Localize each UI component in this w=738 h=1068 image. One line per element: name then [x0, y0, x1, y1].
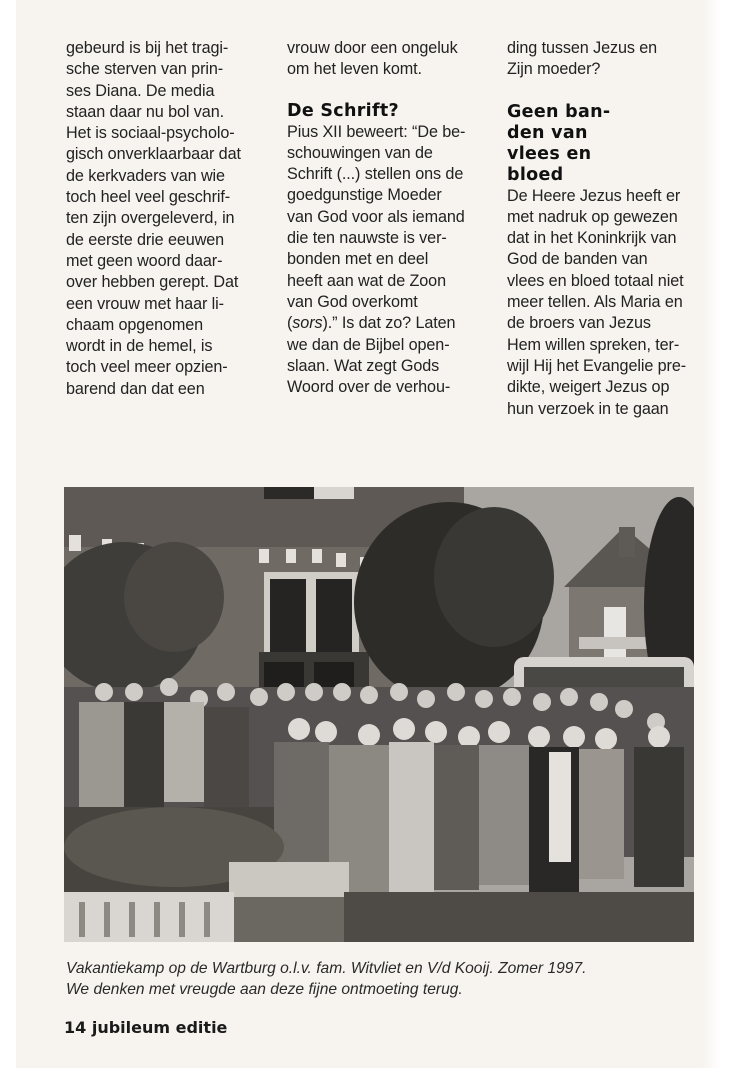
text-line: die ten nauwste is ver-	[287, 229, 447, 248]
text-line: toch veel meer opzien-	[66, 358, 228, 377]
text-line: God de banden van	[507, 250, 648, 269]
text-line: ses Diana. De media	[66, 81, 215, 100]
text-line: Pius XII beweert: “De be-	[287, 122, 466, 141]
text-line: Zijn moeder?	[507, 60, 601, 79]
article-column-1	[66, 38, 276, 400]
text-line: toch heel veel geschrif-	[66, 188, 231, 207]
text-line: wordt in de hemel, is	[66, 337, 213, 356]
text-line: De Heere Jezus heeft er	[507, 186, 681, 205]
text-line: om het leven komt.	[287, 60, 422, 79]
photo-caption	[66, 958, 706, 1000]
text-line: sche sterven van prin-	[66, 60, 224, 79]
text-line: een vrouw met haar li-	[66, 294, 224, 313]
text-line: staan daar nu bol van.	[66, 102, 224, 121]
text-line: de eerste drie eeuwen	[66, 230, 225, 249]
text-line: slaan. Wat zegt Gods	[287, 356, 440, 375]
text-line: van God voor als iemand	[287, 207, 465, 226]
sors-open-paren: (	[287, 314, 293, 333]
text-line: de broers van Jezus	[507, 314, 651, 333]
text-line: van God overkomt	[287, 292, 418, 311]
text-line: heeft aan wat de Zoon	[287, 271, 446, 290]
text-line: vlees en bloed totaal niet	[507, 271, 684, 290]
text-line: met geen woord daar-	[66, 251, 223, 270]
text-line-sors	[287, 313, 499, 334]
page-footer	[64, 1018, 227, 1037]
caption-line-1: Vakantiekamp op de Wartburg o.l.v. fam. Witvliet en V/d Kooij. Zomer 1997.	[66, 960, 587, 977]
page-number: 14	[64, 1018, 87, 1037]
section-heading-line: bloed	[507, 164, 564, 185]
text-line: schouwingen van de	[287, 143, 433, 162]
text-line: hun verzoek in te gaan	[507, 399, 669, 418]
magazine-page	[16, 0, 720, 1068]
section-heading-de-schrift: De Schrift?	[287, 100, 399, 121]
text-line: we dan de Bijbel open-	[287, 335, 450, 354]
text-line: bonden met en deel	[287, 250, 429, 269]
section-heading-line: vlees en	[507, 143, 592, 164]
section-heading-line: Geen ban-	[507, 101, 611, 122]
text-line: Woord over de verhou-	[287, 378, 451, 397]
spacer	[287, 81, 499, 101]
section-heading-line: den van	[507, 122, 588, 143]
text-line: dat in het Koninkrijk van	[507, 229, 677, 248]
text-line: Schrift (...) stellen ons de	[287, 165, 464, 184]
text-line: goedgunstige Moeder	[287, 186, 442, 205]
text-line: vrouw door een ongeluk	[287, 39, 458, 57]
text-line: barend dan dat een	[66, 379, 205, 398]
text-line: Het is sociaal-psycholo-	[66, 124, 235, 143]
text-line: wijl Hij het Evangelie pre-	[507, 356, 687, 375]
article-column-3	[507, 38, 712, 420]
text-line: meer tellen. Als Maria en	[507, 293, 683, 312]
text-line: met nadruk op gewezen	[507, 207, 678, 226]
text-line: gisch onverklaarbaar dat	[66, 145, 241, 164]
text-line: chaam opgenomen	[66, 315, 204, 334]
text-line: ding tussen Jezus en	[507, 39, 658, 57]
sors-word: sors	[292, 314, 323, 333]
text-line: dikte, weigert Jezus op	[507, 378, 670, 397]
group-photo	[64, 487, 694, 942]
publication-label: jubileum editie	[91, 1018, 228, 1037]
text-line: Hem willen spreken, ter-	[507, 335, 680, 354]
text-line: gebeurd is bij het tragi-	[66, 39, 229, 57]
article-column-2	[287, 38, 499, 398]
text-line: ten zijn overgeleverd, in	[66, 209, 235, 228]
spacer	[507, 81, 712, 102]
sors-close-text: ).” Is dat zo? Laten	[322, 314, 456, 333]
text-line: de kerkvaders van wie	[66, 166, 225, 185]
caption-line-2: We denken met vreugde aan deze fijne ontmoeting terug.	[66, 981, 463, 998]
text-line: over hebben gerept. Dat	[66, 273, 239, 292]
group-photo-drawing	[64, 487, 694, 942]
